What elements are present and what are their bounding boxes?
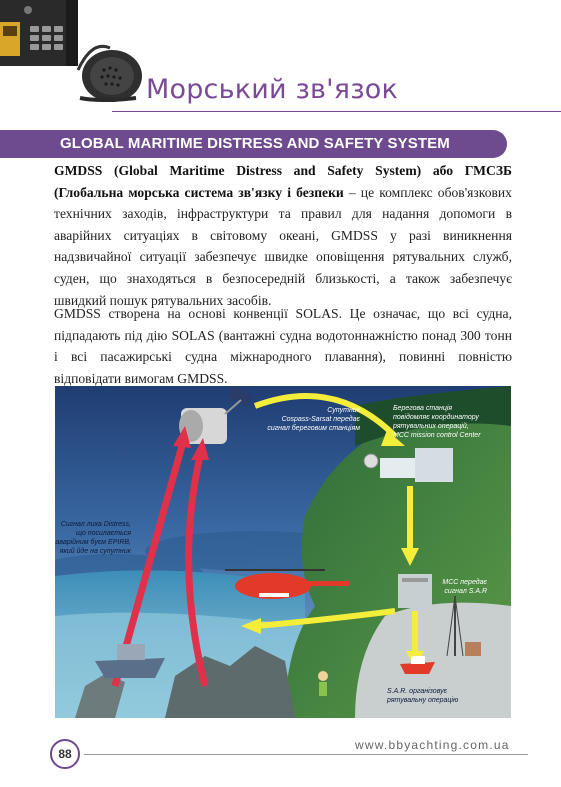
satellite-label-2: Cospass-Sarsat передає	[281, 416, 360, 423]
distress-label-4: який йде на супутник	[59, 548, 131, 555]
banner-text: GLOBAL MARITIME DISTRESS AND SAFETY SYSTEM	[60, 135, 450, 152]
gmdss-illustration	[55, 386, 511, 718]
article-paragraph-2: GMDSS створена на основі конвенції SOLAS. Це означає, що всі судна, підпадають під дію SOLAS (вантажні судна водотоннажністю понад 300 тонн і всі пасажирські судна міжнародного плавання), повинні повністю відповідати вимогам GMDSS.	[54, 306, 512, 386]
sar-label-1: S.A.R. організовує	[387, 688, 448, 695]
coast-label-2: повідомляє координатору	[393, 414, 479, 421]
satellite-label-1: Супутник	[327, 407, 360, 414]
sar-label-2: рятувальну операцію	[387, 697, 459, 704]
coast-label-1: Берегова станція	[393, 405, 453, 412]
article-paragraph-1	[54, 160, 512, 311]
distress-label-3: аварійним буєм EPIRB,	[55, 539, 131, 546]
satellite-label-3: сигнал береговим станціям	[267, 425, 360, 432]
person-in-water-icon	[318, 671, 328, 696]
page-title: Морський зв'язок	[146, 74, 399, 105]
coast-label-3: рятувальних операцій,	[393, 423, 469, 430]
distress-label-1: Сигнал лиха Distress,	[60, 521, 131, 528]
title-divider	[112, 111, 561, 112]
section-banner	[0, 130, 507, 158]
footer-divider	[84, 754, 528, 755]
coast-label-4: MCC mission control Center	[393, 432, 481, 439]
mcc-label-2: сигнал S.A.R	[444, 588, 487, 595]
distress-label-2: що посилається	[76, 530, 131, 537]
mcc-label-1: МСС передає	[442, 579, 487, 586]
paragraph-1-text: – це комплекс обов'язкових технічних заходів, інфраструктури та правил для надання допомоги в аварійних ситуаціях в світовому океані, GMDSS у разі виникнення надзвичайної ситуації забезпечує швидке оповіщення рятувальних служб, суден, що знаходяться в безпосередній близькості, а також забезпечує швидкий пошук рятувальних засобів.	[54, 184, 512, 308]
paragraph-1-bold-lead: GMDSS (Global Maritime Distress and Safety System) або ГМСЗБ (Глобальна морська система зв'язку і безпеки	[54, 163, 512, 200]
mcc-building-icon	[398, 574, 432, 608]
radio-transceiver-image	[0, 0, 150, 108]
page-number: 88	[50, 739, 80, 769]
website-url[interactable]: www.bbyachting.com.ua	[355, 738, 510, 752]
